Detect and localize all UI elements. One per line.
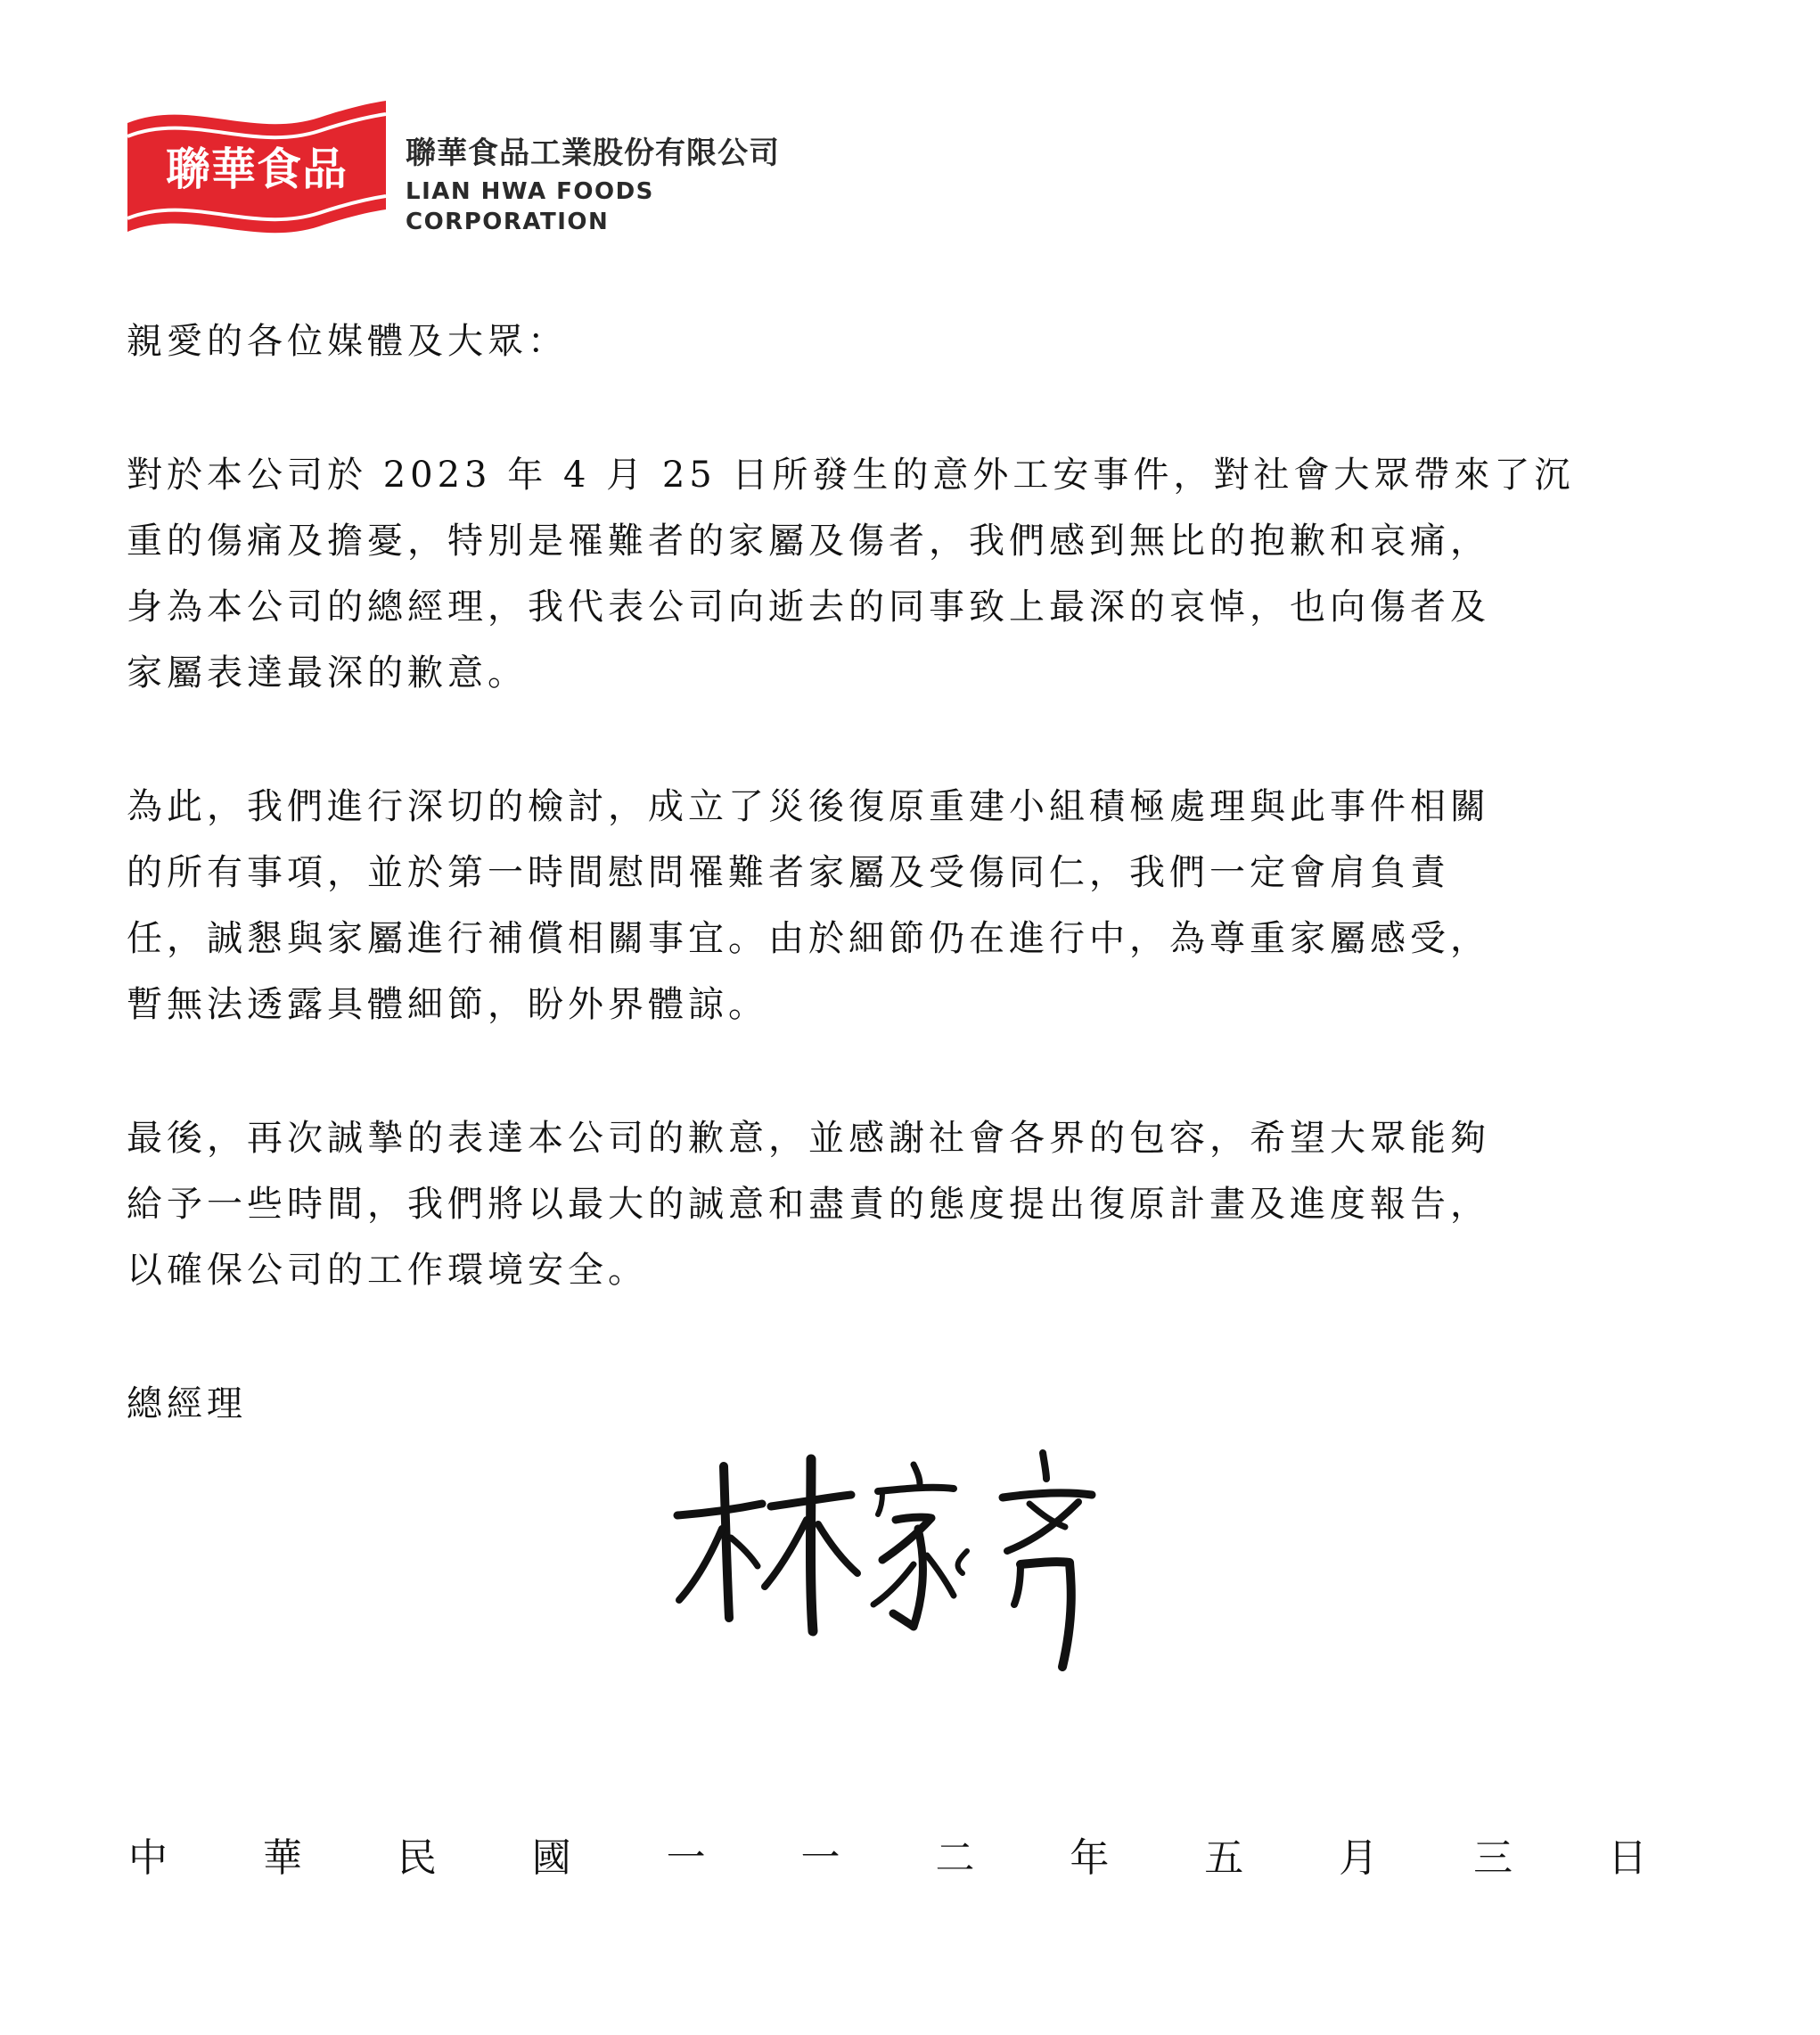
salutation: 親愛的各位媒體及大眾： (127, 321, 568, 362)
date-char: 國 (531, 1835, 571, 1881)
date-char: 二 (935, 1835, 975, 1881)
logo-text: 聯華食品 (166, 144, 348, 195)
date-char: 三 (1473, 1835, 1513, 1881)
company-name-en: LIAN HWA FOODS CORPORATION (406, 178, 654, 235)
date-char: 華 (262, 1835, 302, 1881)
handwritten-signature (660, 1448, 1123, 1689)
date-char: 民 (397, 1835, 437, 1881)
paragraph-closing: 最後，再次誠摯的表達本公司的歉意，並感謝社會各界的包容，希望大眾能夠 給予一些時間，我們將以最大的誠意和盡責的態度提出復原計畫及進度報告， 以確保公司的工作環境安全。 (127, 1118, 1490, 1291)
signoff-title: 總經理 (127, 1383, 247, 1424)
company-name-block (406, 135, 823, 237)
date-char: 一 (666, 1835, 706, 1881)
date-char: 日 (1607, 1835, 1647, 1881)
date-char: 五 (1204, 1835, 1244, 1881)
date-char: 中 (128, 1835, 168, 1881)
paragraph-actions: 為此，我們進行深切的檢討，成立了災後復原重建小組積極處理與此事件相關 的所有事項，並於第一時間慰問罹難者家屬及受傷同仁，我們一定會肩負責 任，誠懇與家屬進行補償相關事宜。由於細節仍在進行中，為尊重家屬感受， 暫無法透露具體細節，盼外界體諒。 (127, 786, 1490, 1025)
date-char: 一 (800, 1835, 840, 1881)
paragraph-apology: 對於本公司於 2023 年 4 月 25 日所發生的意外工安事件，對社會大眾帶來了沉 重的傷痛及擔憂，特別是罹難者的家屬及傷者，我們感到無比的抱歉和哀痛， 身為本公司的總經理，我代表公司向逝去的同事致上最深的哀悼，也向傷者及 家屬表達最深的歉意。 (127, 455, 1575, 693)
letterhead (127, 98, 823, 241)
letter-body (127, 308, 1642, 1437)
company-name-zh: 聯華食品工業股份有限公司 (406, 135, 780, 171)
date-char: 年 (1070, 1835, 1110, 1881)
date-char: 月 (1339, 1835, 1379, 1881)
company-logo (127, 98, 386, 236)
date-line (127, 1832, 1649, 1885)
